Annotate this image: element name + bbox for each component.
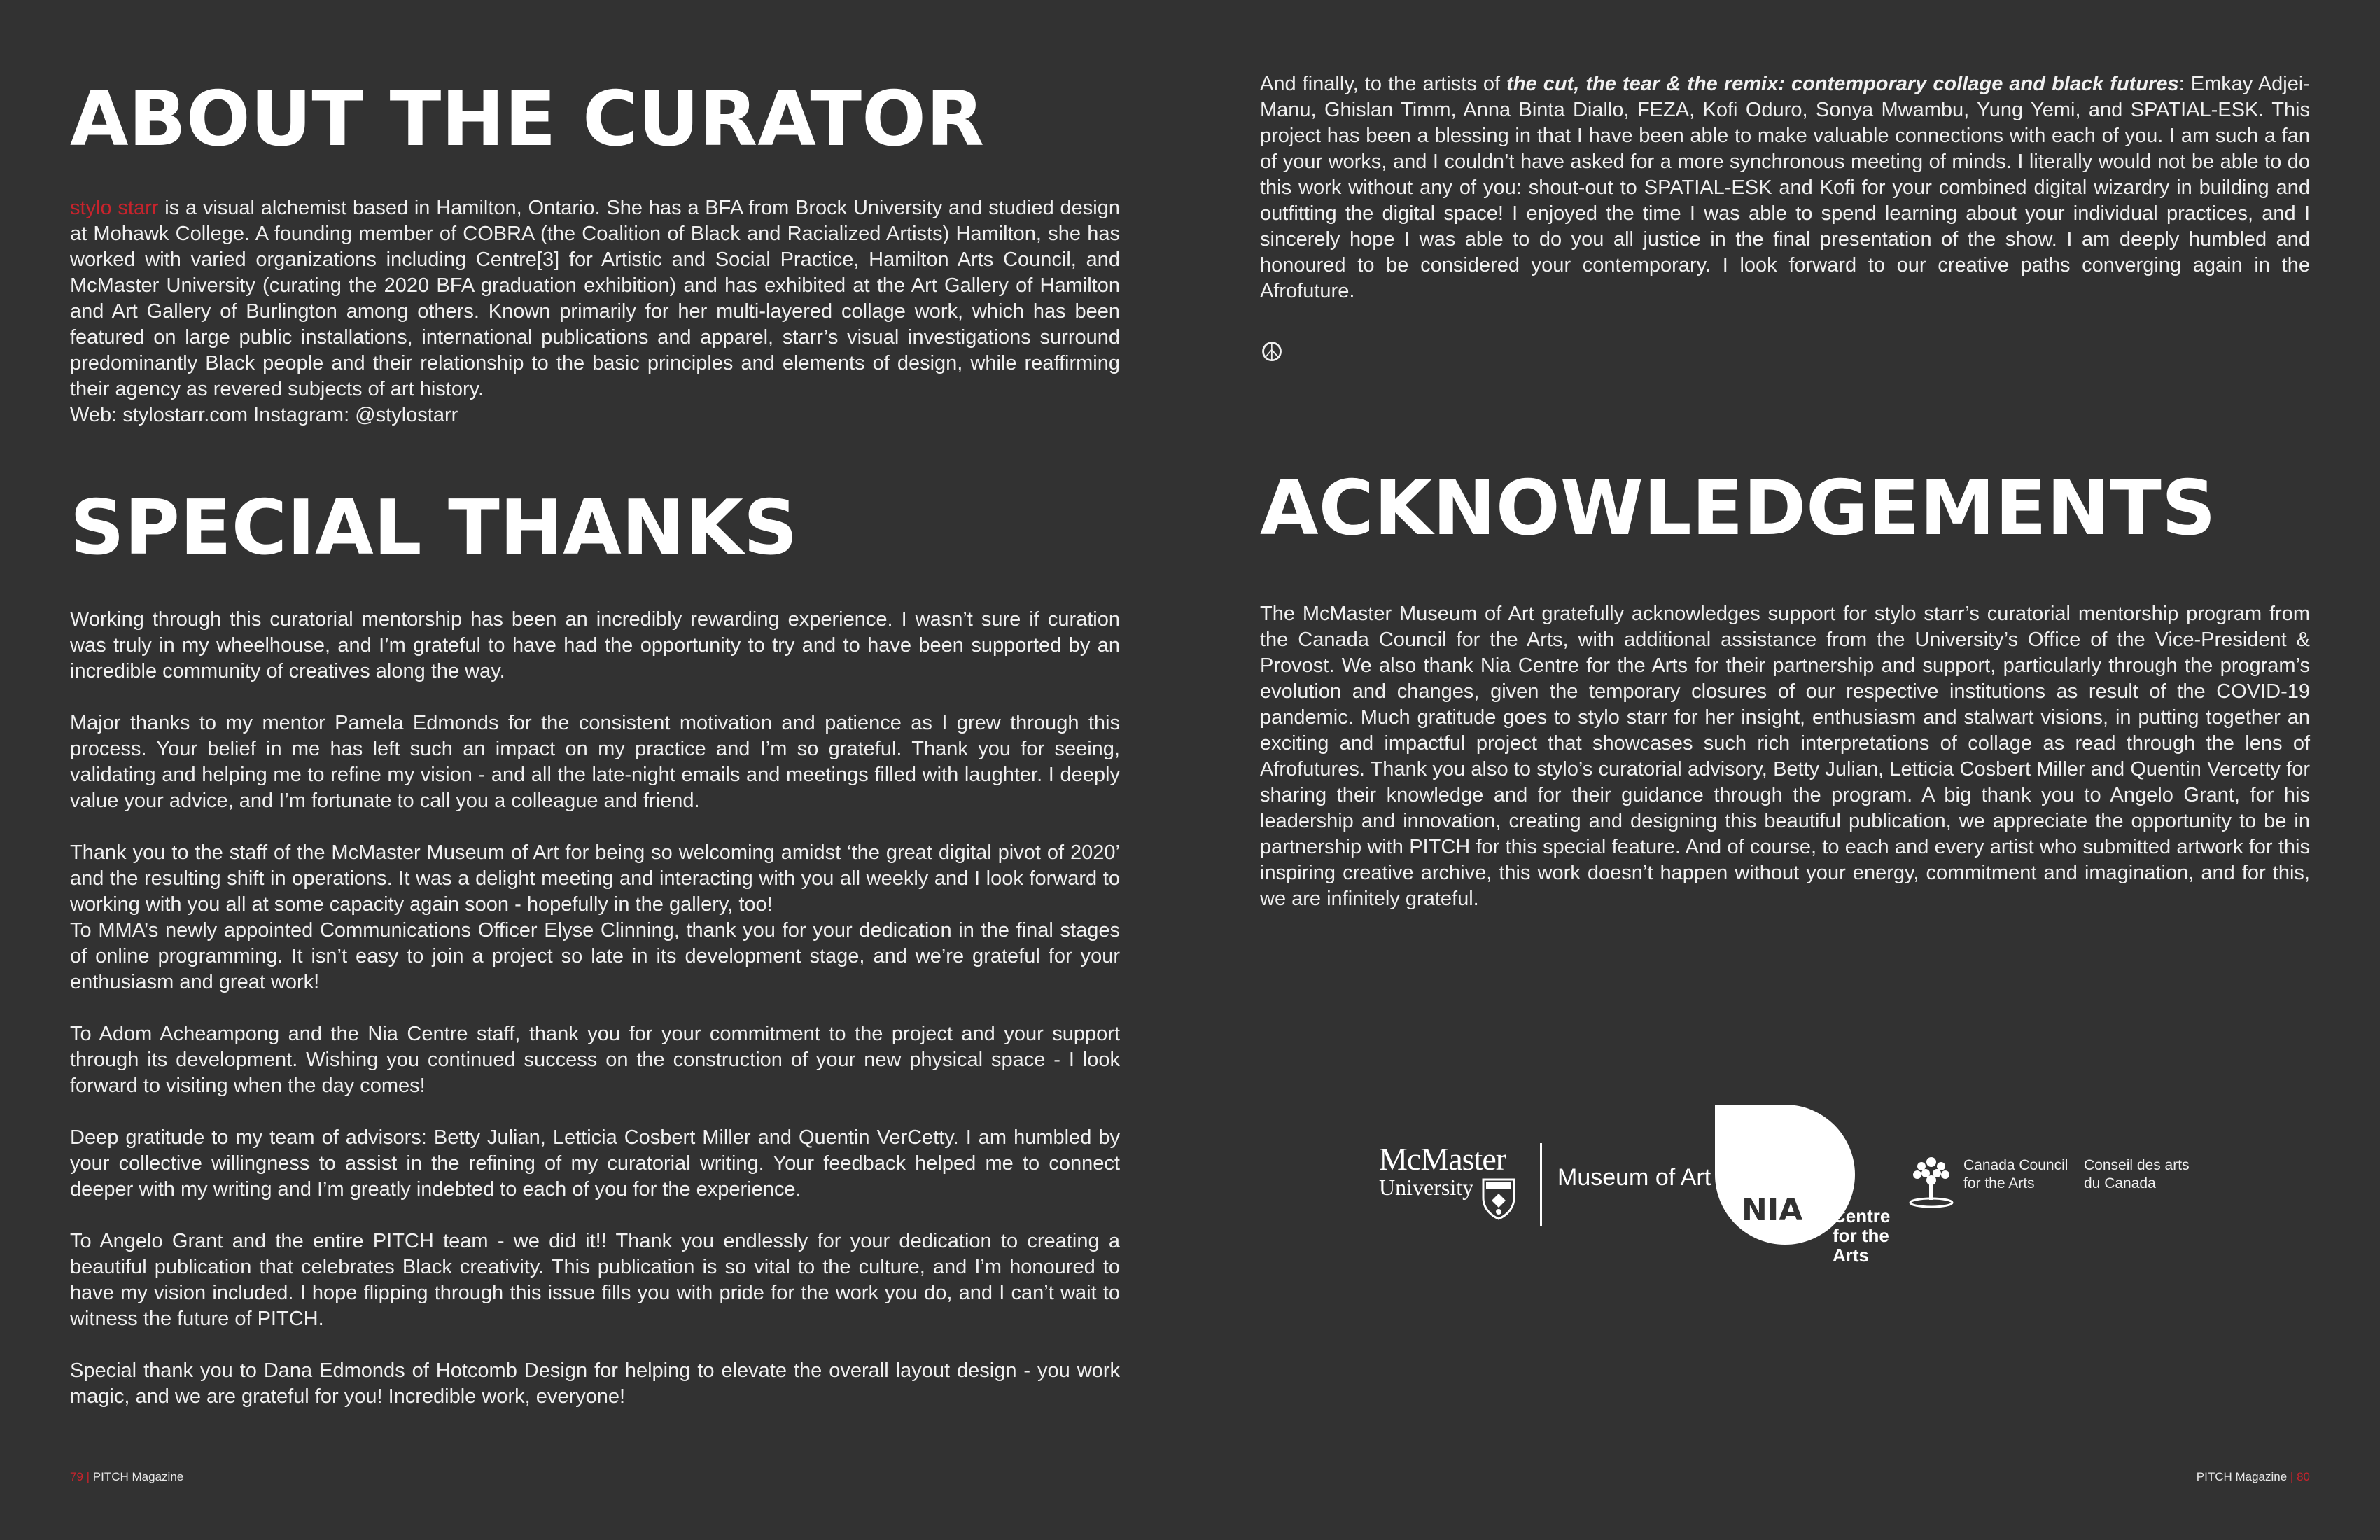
curator-bio — [70, 195, 1120, 402]
museum-of-art-label: Museum of Art — [1558, 1164, 1712, 1191]
left-footer — [70, 1470, 183, 1484]
right-page-number: 80 — [2297, 1470, 2310, 1483]
curator-bio-text: is a visual alchemist based in Hamilton, Ontario. She has a BFA from Brock University and studied design at Mohawk College. A founding member of COBRA (the Coalition of Black and Racialized Artists) Hamilton, she has worked with varied organizations including Centre[3] for Artistic and Social Practice, Hamilton Arts Council, and McMaster University (curating the 2020 BFA graduation exhibition) and has exhibited at the Art Gallery of Hamilton and Art Gallery of Burlington among others. Known primarily for her multi-layered collage work, which has been featured on large public installations, international publications and apparel, starr’s visual investigations surround predominantly Black people and their relationship to the basic principles and elements of design, while reaffirming their agency as revered subjects of art history. — [70, 196, 1120, 400]
canada-council-logo — [1907, 1155, 2216, 1218]
nia-centre-logo — [1715, 1105, 1925, 1273]
canada-council-french: Conseil des arts du Canada — [2084, 1157, 2190, 1191]
nia-subtitle-1: Centre — [1833, 1205, 1891, 1226]
thanks-paragraph-6: Deep gratitude to my team of advisors: Betty Julian, Letticia Cosbert Miller and Quentin VerCetty. I am humbled by your collective willingness to assist in the refining of my curatorial writing. Your feedback helped me to connect deeper with my writing and I’m greatly indebted to each of you for the experience. — [70, 1126, 1120, 1200]
thanks-paragraph-7: To Angelo Grant and the entire PITCH team - we did it!! Thank you endlessly for your dedication to creating a beautiful publication that celebrates Black creativity. This publication is so vital to the culture, and I’m honoured to have my vision included. I hope flipping through this issue fills you with pride for the work you do, and I can’t wait to witness the future of PITCH. — [70, 1229, 1120, 1330]
left-page-number: 79 — [70, 1470, 83, 1483]
exhibition-title: the cut, the tear & the remix: contemporary collage and black futures — [1506, 73, 2179, 95]
mcmaster-crest-icon — [1480, 1177, 1517, 1220]
canada-council-english: Canada Council for the Arts — [1963, 1157, 2068, 1191]
left-footer-separator: | — [83, 1470, 93, 1483]
thanks-paragraph-8: Special thank you to Dana Edmonds of Hotcomb Design for helping to elevate the overall layout design - you work magic, and we are grateful for you! Incredible work, everyone! — [70, 1359, 1120, 1408]
special-thanks-section — [70, 484, 1120, 1410]
mcmaster-logo — [1379, 1141, 1712, 1234]
nia-subtitle-2: for the — [1833, 1225, 1889, 1246]
left-page — [70, 78, 1120, 428]
acknowledgements-heading: ACKNOWLEDGEMENTS — [1260, 465, 2216, 552]
thanks-paragraph-4: To MMA’s newly appointed Communications Officer Elyse Clinning, thank you for your dedication in the final stages of online programming. It isn’t easy to join a project so late in its development stage, and we’re grateful for your enthusiasm and great work! — [70, 918, 1120, 993]
right-page — [1260, 71, 2310, 368]
right-footer — [2197, 1470, 2310, 1484]
acknowledgements-section — [1260, 465, 2310, 912]
about-curator-heading: ABOUT THE CURATOR — [70, 76, 985, 163]
sponsor-logos — [1379, 1105, 2205, 1273]
nia-wordmark: NIA — [1742, 1192, 1803, 1228]
finally-lead: And finally, to the artists of — [1260, 73, 1507, 95]
nia-subtitle — [1833, 1206, 1890, 1265]
nia-subtitle-3: Arts — [1833, 1245, 1870, 1266]
special-thanks-heading: SPECIAL THANKS — [70, 484, 798, 572]
mcmaster-university: University — [1379, 1175, 1474, 1200]
thanks-paragraph-2: Major thanks to my mentor Pamela Edmonds for the consistent motivation and patience as I grew through this process. Your belief in me has left such an impact on my practice and I’m so grateful. Thank you for seeing, validating and helping me to refine my vision - and all the late-night emails and meetings filled with laughter. I deeply value your advice, and I’m fortunate to call you a colleague and friend. — [70, 711, 1120, 812]
right-footer-magazine: PITCH Magazine — [2196, 1470, 2288, 1483]
thanks-paragraph-1: Working through this curatorial mentorship has been an incredibly rewarding experience. I wasn’t sure if curation was truly in my wheelhouse, and I’m grateful to have had the opportunity to try and to have been supported by an incredible community of creatives along the way. — [70, 608, 1120, 682]
finally-paragraph — [1260, 71, 2310, 304]
mcmaster-divider — [1540, 1143, 1542, 1226]
acknowledgements-body: The McMaster Museum of Art gratefully acknowledges support for stylo starr’s curatorial mentorship program from the Canada Council for the Arts, with additional assistance from the University’s Office of the Vice-President & Provost. We also thank Nia Centre for the Arts for their partnership and support, particularly through the program’s evolution and changes, given the temporary closures of our respective institutions as result of the COVID-19 pandemic. Much gratitude goes to stylo starr for her insight, enthusiasm and stalwart visions, in putting together an exciting and impactful project that showcases such rich interpretations of collage as read through the lens of Afrofutures. Thank you also to stylo’s curatorial advisory, Betty Julian, Letticia Cosbert Miller and Quentin Vercetty for sharing their knowledge and for their guidance through the program. A big thank you to Angelo Grant, for his leadership and innovation, creating and designing this beautiful publication, we appreciate the opportunity to be in partnership with PITCH for this special feature. And of course, to each and every artist who submitted artwork for this inspiring creative archive, this work doesn’t happen without your energy, commitment and imagination, and for this, we are infinitely grateful. — [1260, 602, 2310, 910]
canada-council-tree-icon — [1907, 1155, 1955, 1208]
curator-web: Web: stylostarr.com Instagram: @stylostarr — [70, 403, 458, 426]
finally-rest: : Emkay Adjei-Manu, Ghislan Timm, Anna Binta Diallo, FEZA, Kofi Oduro, Sonya Mwambu, Yung Yemi, and SPATIAL-ESK. This project has been a blessing in that I have been able to make valuable connections with each of you. I am such a fan of your works, and I couldn’t have asked for a more synchronous meeting of minds. I literally would not be able to do this work without any of you: shout-out to SPATIAL-ESK and Kofi for your combined digital wizardry in building and outfitting the digital space! I enjoyed the time I was able to spend learning about your individual practices, and I sincerely hope I was able to do you all justice in the final presentation of the show. I am deeply humbled and honoured to be considered your contemporary. I look forward to our creative paths converging again in the Afrofuture. — [1260, 73, 2310, 302]
mcmaster-name: McMaster — [1379, 1141, 1506, 1177]
left-footer-magazine: PITCH Magazine — [92, 1470, 184, 1483]
thanks-paragraph-3: Thank you to the staff of the McMaster Museum of Art for being so welcoming amidst ‘the great digital pivot of 2020’ and the resulting shift in operations. It was a delight meeting and interacting with you all weekly and I look forward to working with you all at some capacity again soon - hopefully in the gallery, too! — [70, 841, 1120, 916]
right-footer-separator: | — [2287, 1470, 2297, 1483]
peace-icon: ☮ — [1260, 338, 1284, 368]
thanks-paragraph-5: To Adom Acheampong and the Nia Centre staff, thank you for your commitment to the project and your support through its development. Wishing you continued success on the construction of your new physical space - I look forward to visiting when the day comes! — [70, 1022, 1120, 1097]
curator-name: stylo starr — [70, 196, 159, 219]
